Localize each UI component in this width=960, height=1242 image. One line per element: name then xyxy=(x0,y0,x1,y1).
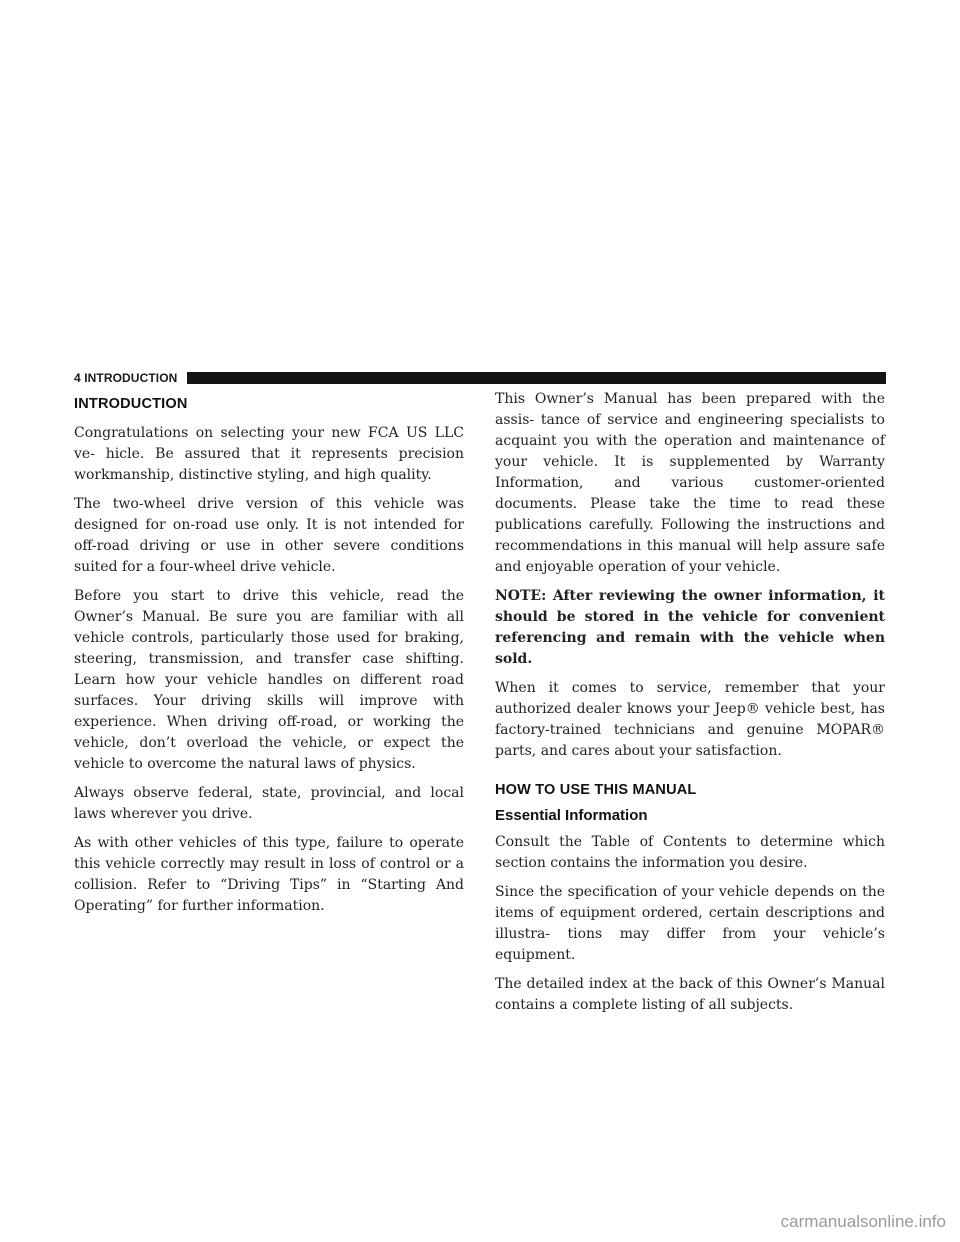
left-column xyxy=(74,394,464,925)
paragraph-before-you-start: Before you start to drive this vehicle, read the Owner’s Manual. Be sure you are familiar with all vehicle controls, particularly those used for braking, steering, transmission, and transfer case shifting. Learn how your vehicle handles on different road surfaces. Your driving skills will improve with experience. When driving off-road, or working the vehicle, don’t overload the vehicle, or expect the vehicle to overcome the natural laws of physics. xyxy=(74,588,464,772)
right-column xyxy=(495,389,885,1024)
paragraph-table-of-contents: Consult the Table of Contents to determine which section contains the information you desire. xyxy=(495,834,885,871)
paragraph-specification: Since the specification of your vehicle depends on the items of equipment ordered, certain descriptions and illustra- tions may differ from your vehicle’s equipment. xyxy=(495,884,885,963)
paragraph-detailed-index: The detailed index at the back of this Owner’s Manual contains a complete listing of all subjects. xyxy=(495,976,885,1013)
introduction-heading: INTRODUCTION xyxy=(74,396,188,412)
paragraph-two-wheel-drive: The two-wheel drive version of this vehicle was designed for on-road use only. It is not intended for off-road driving or use in other severe conditions suited for a four-wheel drive vehicle. xyxy=(74,496,464,575)
note-paragraph: NOTE: After reviewing the owner information, it should be stored in the vehicle for convenient referencing and remain with the vehicle when sold. xyxy=(495,588,885,667)
paragraph-failure-to-operate: As with other vehicles of this type, failure to operate this vehicle correctly may result in loss of control or a collision. Refer to “Driving Tips” in “Starting And Operating” for further information. xyxy=(74,835,464,914)
paragraph-observe-laws: Always observe federal, state, provincial, and local laws wherever you drive. xyxy=(74,785,464,822)
paragraph-manual-prepared: This Owner’s Manual has been prepared with the assis- tance of service and engineering specialists to acquaint you with the operation and maintenance of your vehicle. It is supplemented by Warranty Information, and various customer-oriented documents. Please take the time to read these publications carefully. Following the instructions and recommendations in this manual will help assure safe and enjoyable operation of your vehicle. xyxy=(495,391,885,575)
how-to-use-heading: HOW TO USE THIS MANUAL xyxy=(495,782,697,798)
page-header xyxy=(74,370,886,385)
paragraph-service: When it comes to service, remember that your authorized dealer knows your Jeep® vehicle best, has factory-trained technicians and genuine MOPAR® parts, and cares about your satisfaction. xyxy=(495,680,885,759)
watermark: carmanualsonline.info xyxy=(780,1212,946,1231)
page-header-label: 4 INTRODUCTION xyxy=(74,370,178,385)
paragraph-congratulations: Congratulations on selecting your new FCA US LLC ve- hicle. Be assured that it represents precision workmanship, distinctive styling, and high quality. xyxy=(74,425,464,483)
essential-information-heading: Essential Information xyxy=(495,807,648,824)
header-rule xyxy=(187,372,886,384)
